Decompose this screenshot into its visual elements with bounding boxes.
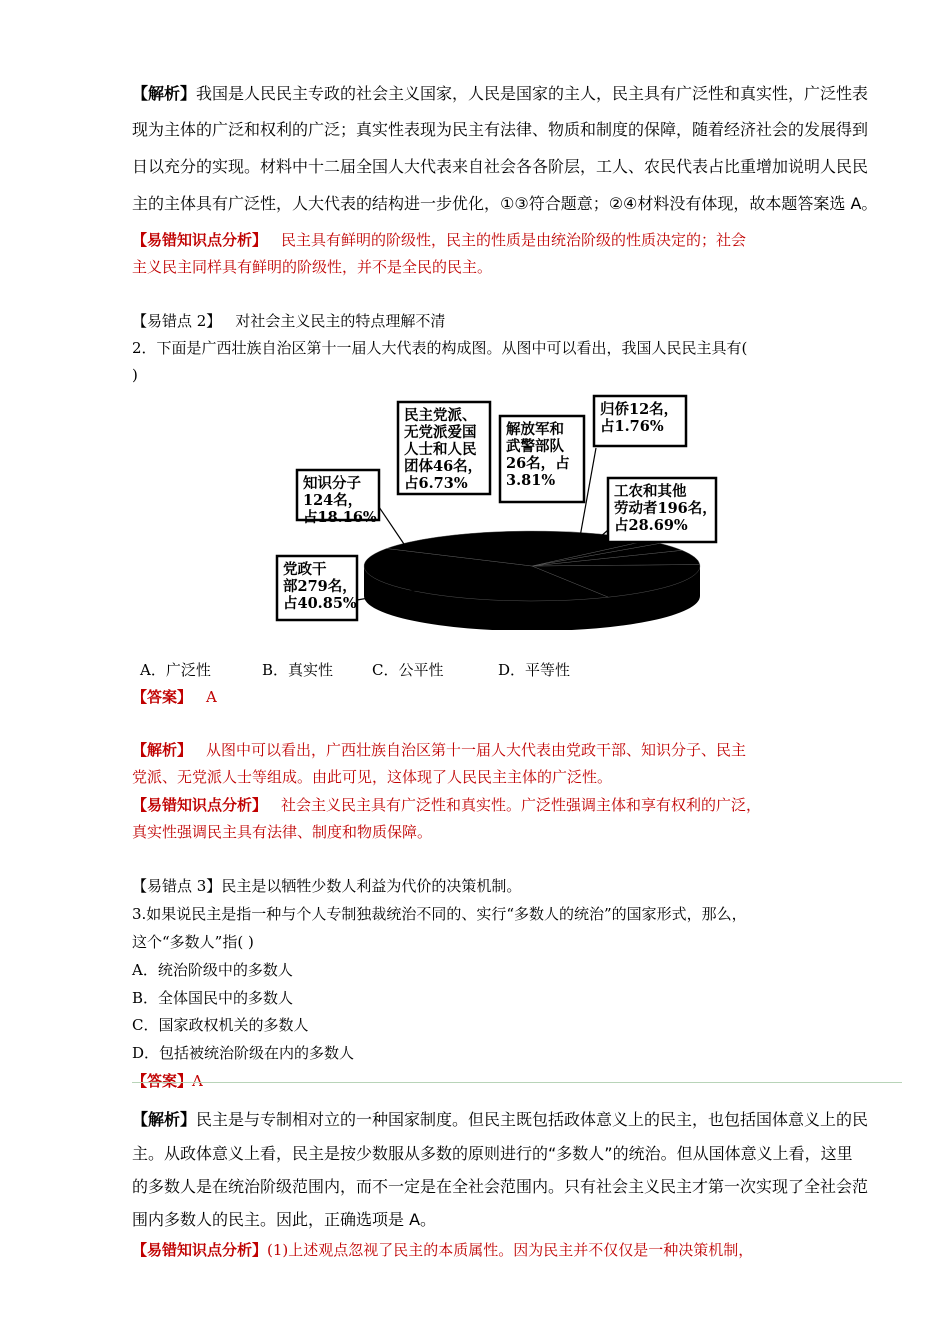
slice-label-1-line-3: 占40.85% xyxy=(283,595,357,612)
question2-answer xyxy=(132,687,217,707)
question3-option-d[interactable]: D．包括被统治阶级在内的多数人 xyxy=(132,1044,355,1062)
error-analysis1-line1: 【易错知识点分析】 民主具有鲜明的阶级性，民主的性质是由统治阶级的性质决定的；社会 xyxy=(132,231,747,249)
analysis1-line3: 日以充分的实现。材料中十二届全国人大代表来自社会各各阶层，工人、农民代表占比重增加说明人民民 xyxy=(132,157,869,176)
slice-label-5-line-1: 归侨12名， xyxy=(600,401,679,418)
slice-label-6-line-2: 劳动者196名， xyxy=(614,500,717,517)
error-analysis2-line1: 【易错知识点分析】 社会主义民主具有广泛性和真实性。广泛性强调主体和享有权利的广泛， xyxy=(132,796,762,814)
section-divider xyxy=(132,1082,902,1083)
slice-label-2-line-2: 124名， xyxy=(303,492,363,509)
error-analysis2-line2: 真实性强调民主具有法律、制度和物质保障。 xyxy=(132,823,433,841)
slice-label-1-line-1: 党政干 xyxy=(283,561,327,578)
question3-option-a[interactable]: A．统治阶级中的多数人 xyxy=(132,961,293,979)
analysis-label: 【解析】 xyxy=(132,741,193,759)
slice-label-5-line-2: 占1.76% xyxy=(600,418,664,435)
question2-line1: 2．下面是广西壮族自治区第十一届人大代表的构成图。从图中可以看出，我国人民民主具有( xyxy=(132,339,748,357)
pie-chart xyxy=(260,390,730,630)
option-b[interactable]: B．真实性 xyxy=(262,661,334,679)
answer-value: A xyxy=(206,688,217,706)
option-d[interactable]: D．平等性 xyxy=(498,661,571,679)
question3-line1: 3.如果说民主是指一种与个人专制独裁统治不同的、实行“多数人的统治”的国家形式，那么， xyxy=(132,905,747,923)
option-c[interactable]: C．公平性 xyxy=(372,661,444,679)
analysis2-line2: 党派、无党派人士等组成。由此可见，这体现了人民民主主体的广泛性。 xyxy=(132,768,613,786)
slice-label-3-line-2: 无党派爱国 xyxy=(404,424,477,441)
point2-heading: 【易错点 2】 对社会主义民主的特点理解不清 xyxy=(132,312,446,330)
slice-label-2-line-1: 知识分子 xyxy=(303,475,361,492)
question2-line2: ) xyxy=(132,366,138,384)
error-analysis-label: 【易错知识点分析】 xyxy=(132,231,268,249)
slice-label-3-line-5: 占6.73% xyxy=(404,475,468,492)
option-a[interactable]: A．广泛性 xyxy=(140,661,211,679)
analysis3-line4: 围内多数人的民主。因此，正确选项是 A。 xyxy=(132,1210,437,1229)
analysis1-line4: 主的主体具有广泛性，人大代表的结构进一步优化，①③符合题意；②④材料没有体现，故本题答案选 A。 xyxy=(132,194,878,213)
slice-label-2-line-3: 占18.16% xyxy=(303,509,377,526)
question3-line2: 这个“多数人”指( ) xyxy=(132,933,254,951)
slice-label-3-line-1: 民主党派、 xyxy=(404,407,477,424)
pie-body xyxy=(364,531,700,630)
leader-line-2 xyxy=(379,507,408,550)
slice-label-6-line-1: 工农和其他 xyxy=(614,483,687,500)
slice-label-3-line-4: 团体46名， xyxy=(404,458,483,475)
slice-label-4-line-4: 3.81% xyxy=(506,472,556,489)
error-analysis-label: 【易错知识点分析】 xyxy=(132,1241,268,1259)
error-analysis3-line1: 【易错知识点分析】(1)上述观点忽视了民主的本质属性。因为民主并不仅仅是一种决策机制， xyxy=(132,1241,754,1259)
point-label: 【易错点 3】 xyxy=(132,877,222,895)
analysis1-line1: 【解析】我国是人民民主专政的社会主义国家，人民是国家的主人，民主具有广泛性和真实性，广泛性表 xyxy=(132,84,869,103)
point-label: 【易错点 2】 xyxy=(132,312,222,330)
error-analysis-label: 【易错知识点分析】 xyxy=(132,796,268,814)
error-analysis1-line2: 主义民主同样具有鲜明的阶级性，并不是全民的民主。 xyxy=(132,258,493,276)
point3-heading: 【易错点 3】民主是以牺牲少数人利益为代价的决策机制。 xyxy=(132,877,522,895)
answer-value: A xyxy=(192,1072,203,1090)
question2-options xyxy=(140,660,570,680)
question3-answer xyxy=(132,1071,203,1091)
analysis-label: 【解析】 xyxy=(132,84,197,103)
slice-label-4-line-1: 解放军和 xyxy=(506,421,564,438)
analysis3-line1: 【解析】民主是与专制相对立的一种国家制度。但民主既包括政体意义上的民主，也包括国体意义上的民 xyxy=(132,1110,869,1129)
slice-label-4-line-2: 武警部队 xyxy=(506,438,564,455)
analysis-label: 【解析】 xyxy=(132,1110,197,1129)
analysis3-line3: 的多数人是在统治阶级范围内，而不一定是在全社会范围内。只有社会主义民主才第一次实现了全社会范 xyxy=(132,1177,869,1196)
slice-label-1-line-2: 部279名， xyxy=(283,578,357,595)
answer-label: 【答案】 xyxy=(132,688,193,706)
question3-option-c[interactable]: C．国家政权机关的多数人 xyxy=(132,1016,309,1034)
slice-label-3-line-3: 人士和人民 xyxy=(404,441,477,458)
slice-label-4-line-3: 26名，占 xyxy=(506,455,570,472)
slice-label-6-line-3: 占28.69% xyxy=(614,517,688,534)
analysis3-line2: 主。从政体意义上看，民主是按少数服从多数的原则进行的“多数人”的统治。但从国体意义上看，这里 xyxy=(132,1144,853,1163)
answer-label: 【答案】 xyxy=(132,1072,193,1090)
analysis1-line2: 现为主体的广泛和权利的广泛；真实性表现为民主有法律、物质和制度的保障，随着经济社会的发展得到 xyxy=(132,120,869,139)
question3-option-b[interactable]: B．全体国民中的多数人 xyxy=(132,989,294,1007)
analysis2-line1: 【解析】 从图中可以看出，广西壮族自治区第十一届人大代表由党政干部、知识分子、民主 xyxy=(132,741,747,759)
